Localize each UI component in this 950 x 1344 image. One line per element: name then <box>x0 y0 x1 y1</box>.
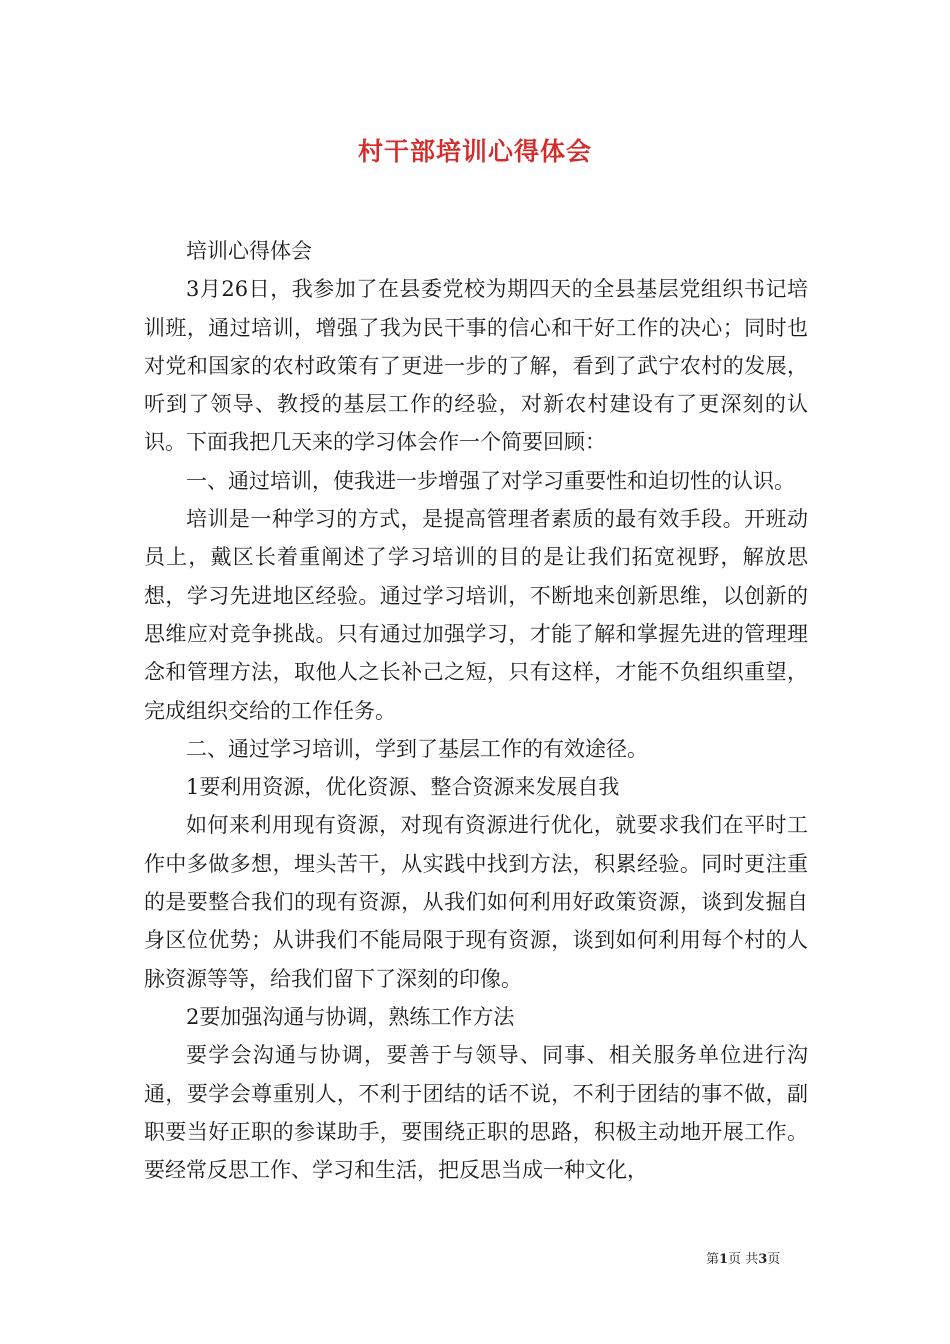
paragraph-point-two-heading: 2要加强沟通与协调，熟练工作方法 <box>186 1004 515 1029</box>
paragraph-point-one-heading: 1要利用资源，优化资源、整合资源来发展自我 <box>186 775 620 800</box>
footer-middle: 页 共 <box>728 1252 759 1267</box>
paragraph-subtitle: 培训心得体会 <box>186 239 312 263</box>
footer-page-number: 1 <box>719 1252 729 1267</box>
page-footer <box>706 1248 780 1267</box>
document-body <box>144 232 808 1189</box>
paragraph-section-two-heading: 二、通过学习培训，学到了基层工作的有效途径。 <box>186 736 648 761</box>
paragraph-section-one-body: 培训是一种学习的方式，是提高管理者素质的最有效手段。开班动员上，戴区长着重阐述了学习培训的目的是让我们拓宽视野，解放思想，学习先进地区经验。通过学习培训，不断地来创新思维，以创新的思维应对竞争挑战。只有通过加强学习，才能了解和掌握先进的管理理念和管理方法，取他人之长补己之短，只有这样，才能不负组织重望，完成组织交给的工作任务。 <box>144 507 808 723</box>
paragraph-point-two-body: 要学会沟通与协调，要善于与领导、同事、相关服务单位进行沟通，要学会尊重别人，不利于团结的话不说，不利于团结的事不做，副职要当好正职的参谋助手，要围绕正职的思路，积极主动地开展工作。要经常反思工作、学习和生活，把反思当成一种文化， <box>144 1043 808 1183</box>
footer-total-pages: 3 <box>758 1252 768 1267</box>
footer-suffix: 页 <box>767 1252 781 1267</box>
footer-prefix: 第 <box>706 1252 720 1267</box>
document-title: 村干部培训心得体会 <box>357 137 592 166</box>
paragraph-intro: 3月26日，我参加了在县委党校为期四天的全县基层党组织书记培训班，通过培训，增强了我为民干事的信心和干好工作的决心；同时也对党和国家的农村政策有了更进一步的了解，看到了武宁农村的发展，听到了领导、教授的基层工作的经验，对新农村建设有了更深刻的认识。下面我把几天来的学习体会作一个简要回顾： <box>144 277 808 455</box>
paragraph-section-one-heading: 一、通过培训，使我进一步增强了对学习重要性和迫切性的认识。 <box>186 468 795 493</box>
paragraph-point-one-body: 如何来利用现有资源，对现有资源进行优化，就要求我们在平时工作中多做多想，埋头苦干，从实践中找到方法，积累经验。同时更注重的是要整合我们的现有资源，从我们如何利用好政策资源，谈到发掘自身区位优势；从讲我们不能局限于现有资源，谈到如何利用每个村的人脉资源等等，给我们留下了深刻的印像。 <box>144 813 808 991</box>
